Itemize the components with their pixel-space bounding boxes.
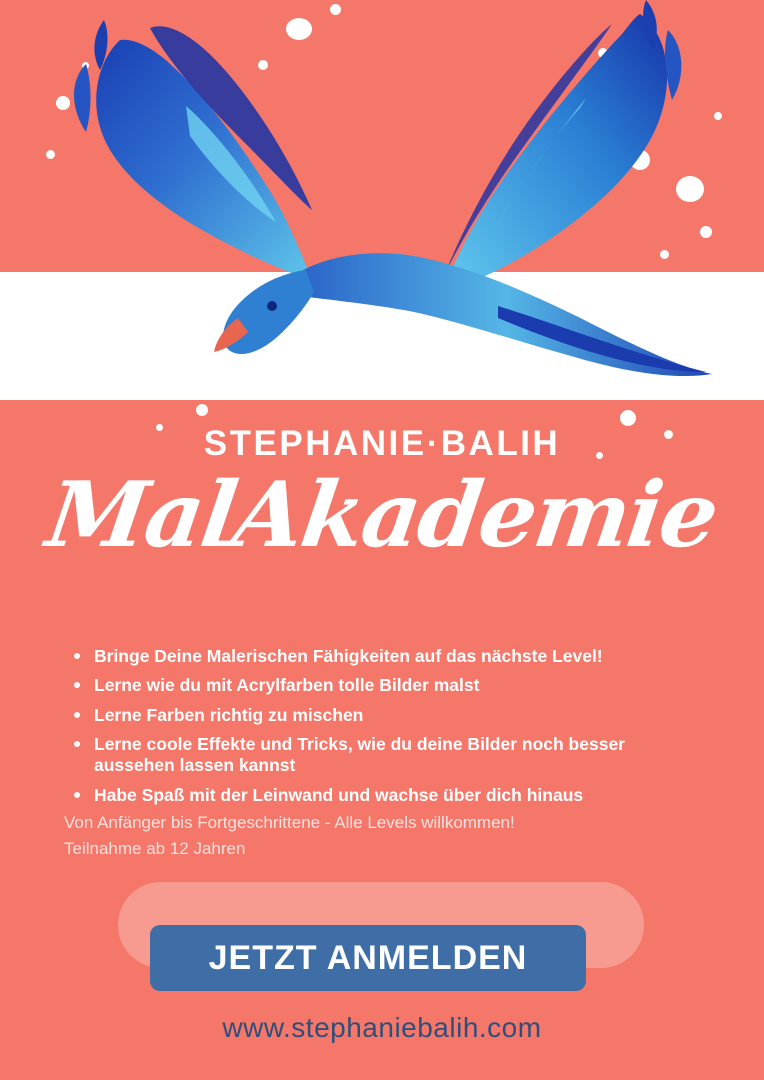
signup-button[interactable]: JETZT ANMELDEN — [150, 925, 586, 991]
list-item: Lerne wie du mit Acrylfarben tolle Bilder malst — [68, 675, 708, 696]
eligibility-note — [64, 810, 724, 863]
list-item: Lerne coole Effekte und Tricks, wie du deine Bilder noch besser aussehen lassen kannst — [68, 734, 708, 777]
eligibility-note-line2: Teilnahme ab 12 Jahren — [64, 839, 246, 859]
brand-name-text: STEPHANIE·BALIH — [203, 424, 561, 463]
list-item: Habe Spaß mit der Leinwand und wachse über dich hinaus — [68, 785, 708, 806]
list-item: Bringe Deine Malerischen Fähigkeiten auf das nächste Level! — [68, 646, 708, 667]
script-title-text: MalAkademie — [40, 462, 724, 568]
eligibility-note-line1: Von Anfänger bis Fortgeschrittene - Alle Levels willkommen! — [64, 813, 515, 832]
list-item: Lerne Farben richtig zu mischen — [68, 705, 708, 726]
feature-list — [68, 646, 708, 814]
brand-title — [0, 424, 764, 464]
website-url[interactable]: www.stephaniebalih.com — [222, 1012, 542, 1043]
watercolor-eagle-illustration — [0, 0, 764, 410]
